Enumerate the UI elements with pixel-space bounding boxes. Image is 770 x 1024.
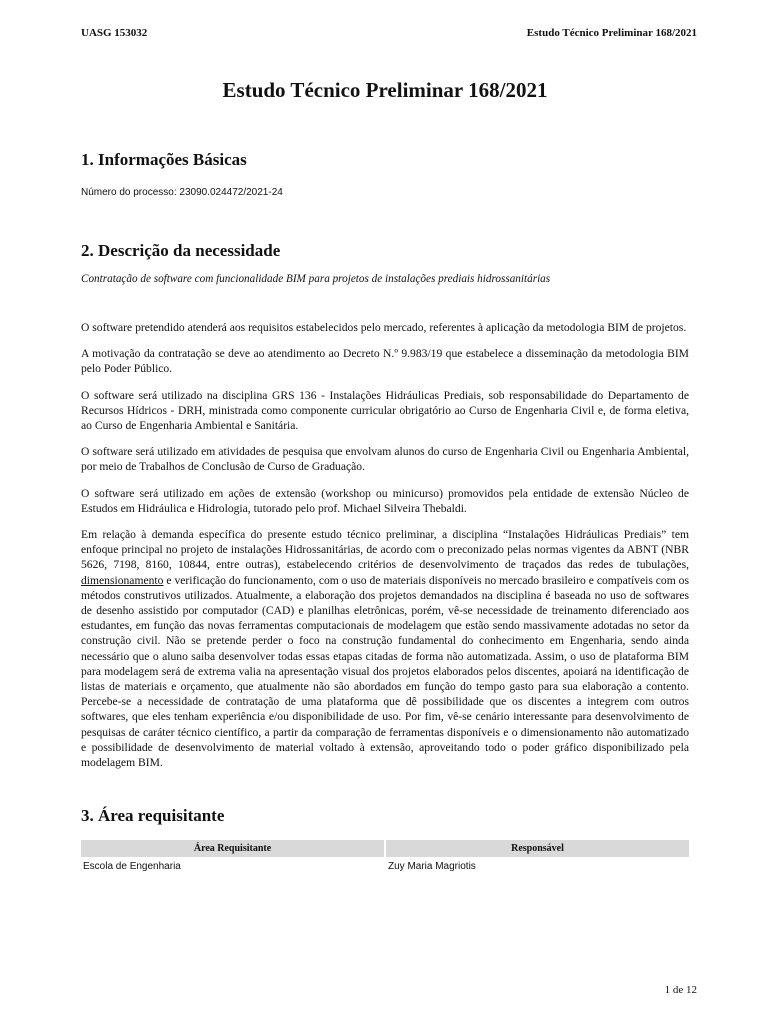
section-2-heading: 2. Descrição da necessidade [81, 241, 281, 260]
column-header-responsavel: Responsável [386, 840, 689, 857]
section-2-subtitle: Contratação de software com funcionalidade BIM para projetos de instalações prediais hidrossanitárias [81, 273, 551, 285]
cell-responsavel: Zuy Maria Magriotis [388, 861, 476, 873]
underlined-term: dimensionamento [81, 573, 164, 587]
header-right: Estudo Técnico Preliminar 168/2021 [526, 27, 697, 39]
page-number: 1 de 12 [664, 984, 697, 996]
column-header-area: Área Requisitante [81, 840, 384, 857]
long-paragraph-part2: e verificação do funcionamento, com o uso de materiais disponíveis no mercado brasileiro e compatíveis com os métodos construtivos utilizados. Atualmente, a elaboração dos projetos demandados na disciplina é baseada no uso de softwares de desenho assistido por computador (CAD) e planilhas eletrônicas, porém, vê-se necessidade de treinamento diferenciado aos estudantes, em função das novas ferramentas computacionais de modelagem que estão sendo massivamente adotadas no setor da construção civil. Não se pretende perder o foco na construção fundamental do conhecimento em Engenharia, sendo ainda necessário que o aluno saiba desenvolver todas essas etapas citadas de forma não automatizada. Assim, o uso de plataforma BIM para modelagem será de extrema valia na apresentação visual dos projetos elaborados pelos discentes, apoiará na identificação de listas de materiais e orçamento, que atualmente não são abordados em função do tempo gasto para sua elaboração a contento. Percebe-se a necessidade de contratação de uma plataforma que dê possibilidade que os discentes a integrem com outros softwares, que eles tenham experiência e/ou disponibilidade de uso. Por fim, vê-se cenário interessante para desenvolvimento de pesquisas de caráter técnico científico, a partir da comparação de ferramentas disponíveis e o dimensionamento não automatizado e possibilidade de desenvolvimento de material voltado à extensão, aproveitando todo o poder gráfico disponibilizado pela modelagem BIM. [81, 573, 689, 770]
header-left: UASG 153032 [81, 27, 148, 39]
paragraph: O software pretendido atenderá aos requisitos estabelecidos pelo mercado, referentes à aplicação da metodologia BIM de projetos. [81, 321, 687, 334]
cell-area: Escola de Engenharia [83, 861, 181, 873]
section-1-heading: 1. Informações Básicas [81, 150, 247, 169]
long-paragraph [81, 527, 689, 770]
requisitante-table [79, 840, 691, 876]
long-paragraph-part1: Em relação à demanda específica do presente estudo técnico preliminar, a disciplina “Instalações Hidráulicas Prediais” tem enfoque principal no projeto de instalações Hidrossanitárias, de acordo com o preconizado pelas normas vigentes da ABNT (NBR 5626, 7198, 8160, 10844, entre outras), estabelecendo critérios de desenvolvimento de traçados das redes de tubulações, [81, 528, 689, 572]
paragraph: O software será utilizado na disciplina GRS 136 - Instalações Hidráulicas Prediais, sob responsabilidade do Departamento de Recursos Hídricos - DRH, ministrada como componente curricular obrigatório ao Curso de Engenharia Civil e, de forma eletiva, ao Curso de Engenharia Ambiental e Sanitária. [81, 388, 689, 433]
section-3-heading: 3. Área requisitante [81, 806, 225, 826]
process-number: Número do processo: 23090.024472/2021-24 [81, 187, 283, 198]
paragraph: A motivação da contratação se deve ao atendimento ao Decreto N.º 9.983/19 que estabelece a disseminação da metodologia BIM pelo Poder Público. [81, 347, 689, 376]
table-row [81, 857, 689, 876]
document-title: Estudo Técnico Preliminar 168/2021 [222, 78, 548, 102]
page-header [81, 27, 697, 39]
paragraph: O software será utilizado em ações de extensão (workshop ou minicurso) promovidos pela entidade de extensão Núcleo de Estudos em Hidráulica e Hidrologia, tutorado pelo prof. Michael Silveira Thebaldi. [81, 486, 689, 515]
paragraph: O software será utilizado em atividades de pesquisa que envolvam alunos do curso de Engenharia Civil ou Engenharia Ambiental, por meio de Trabalhos de Conclusão de Curso de Graduação. [81, 445, 689, 474]
section-2-paragraphs [81, 320, 689, 770]
table-header-row [81, 840, 689, 857]
document-body [81, 150, 689, 876]
